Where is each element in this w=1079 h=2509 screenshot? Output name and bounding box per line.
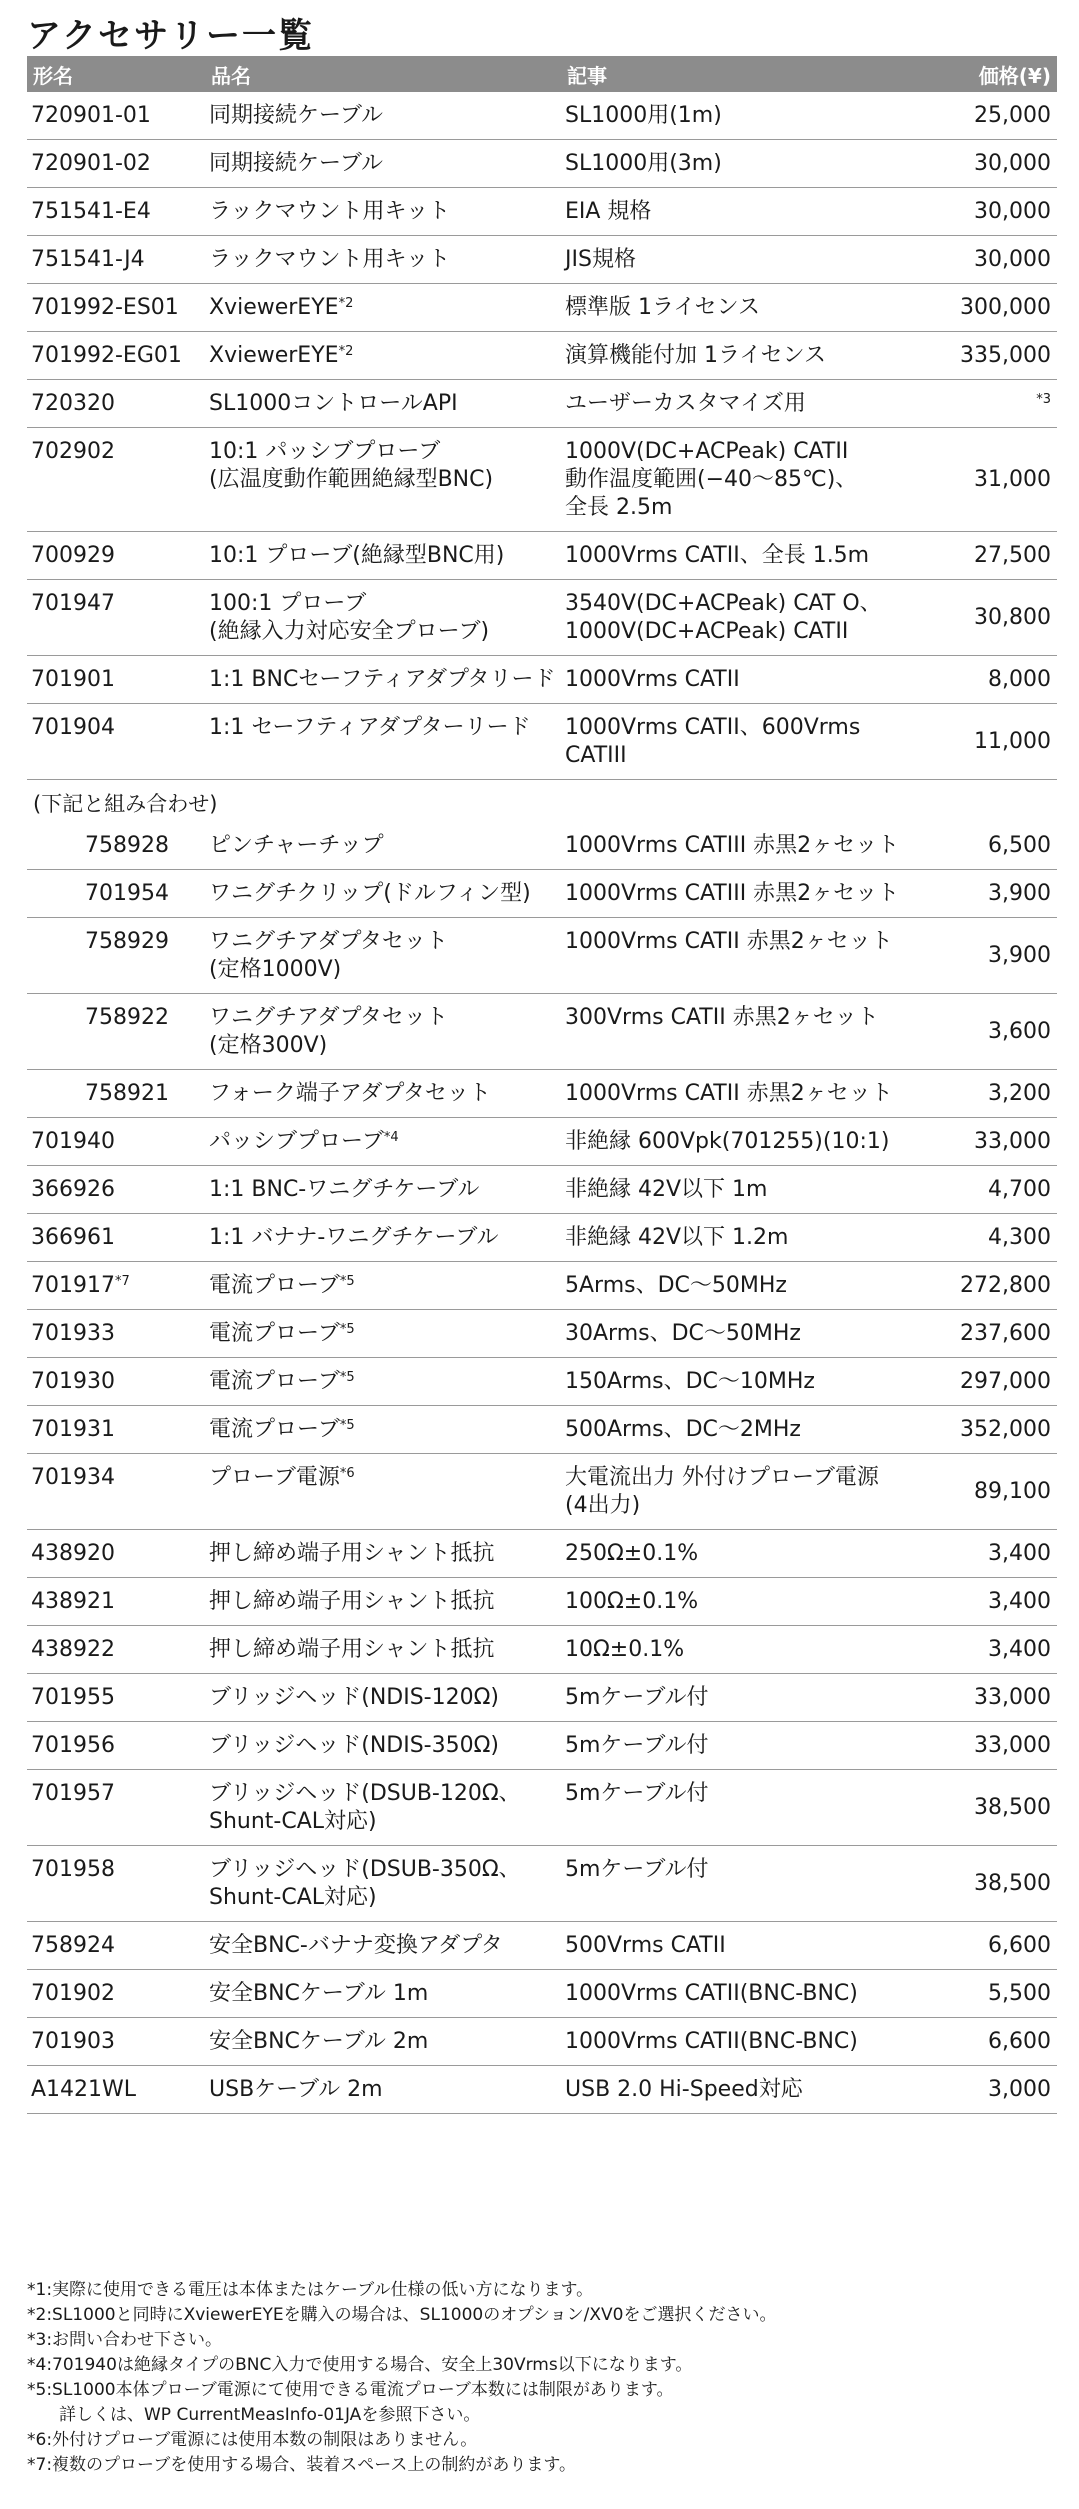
- product-cell: ブリッジヘッド(DSUB-120Ω、 Shunt-CAL対応): [205, 1770, 561, 1846]
- product-cell: 1:1 BNCセーフティアダプタリード: [205, 656, 561, 704]
- price-cell: 30,000: [947, 188, 1057, 236]
- page-title: アクセサリー一覧: [27, 16, 314, 56]
- description-cell: 1000Vrms CATIII 赤黒2ヶセット: [561, 870, 947, 918]
- description-cell: 30Arms、DC〜50MHz: [561, 1310, 947, 1358]
- product-cell: ワニグチアダプタセット (定格300V): [205, 994, 561, 1070]
- description-cell: 標準版 1ライセンス: [561, 284, 947, 332]
- price-cell: 30,000: [947, 236, 1057, 284]
- model-cell: 366961: [27, 1214, 205, 1262]
- price-cell: 30,800: [947, 580, 1057, 656]
- footnote: *3:お問い合わせ下さい。: [27, 2330, 223, 2350]
- table-row: [27, 1310, 1057, 1358]
- product-cell: 10:1 パッシブプローブ (広温度動作範囲絶縁型BNC): [205, 428, 561, 532]
- footnote-marker: *5: [339, 1274, 355, 1289]
- model-cell: 758928: [27, 822, 205, 870]
- price-cell: 33,000: [947, 1118, 1057, 1166]
- price-cell: 352,000: [947, 1406, 1057, 1454]
- price-cell: 25,000: [947, 92, 1057, 140]
- price-cell: 3,600: [947, 994, 1057, 1070]
- description-cell: 300Vrms CATII 赤黒2ヶセット: [561, 994, 947, 1070]
- product-cell: 押し締め端子用シャント抵抗: [205, 1626, 561, 1674]
- model-cell: 701934: [27, 1454, 205, 1530]
- group-label-row: [27, 780, 1057, 823]
- model-cell: 701917$^{*7}$: [27, 1262, 205, 1310]
- table-row: [27, 532, 1057, 580]
- footnote: 詳しくは、WP CurrentMeasInfo-01JAを参照下さい。: [59, 2405, 481, 2425]
- model-cell: 701958: [27, 1846, 205, 1922]
- footnote-marker: *5: [339, 1418, 355, 1433]
- description-cell: 3540V(DC+ACPeak) CAT O、 1000V(DC+ACPeak) CATII: [561, 580, 947, 656]
- table-row: [27, 284, 1057, 332]
- product-cell: 電流プローブ$^{*5}$: [205, 1358, 561, 1406]
- product-cell: フォーク端子アダプタセット: [205, 1070, 561, 1118]
- accessory-table: [27, 56, 1057, 2114]
- description-cell: 5mケーブル付: [561, 1846, 947, 1922]
- product-cell: 電流プローブ$^{*5}$: [205, 1262, 561, 1310]
- product-cell: XviewerEYE$^{*2}$: [205, 284, 561, 332]
- footnote: *5:SL1000本体プローブ電源にて使用できる電流プローブ本数には制限があります。: [27, 2380, 674, 2400]
- description-cell: EIA 規格: [561, 188, 947, 236]
- price-cell: 3,900: [947, 918, 1057, 994]
- price-cell: 4,300: [947, 1214, 1057, 1262]
- footnote-marker: *5: [339, 1370, 355, 1385]
- model-cell: 720320: [27, 380, 205, 428]
- product-cell: ラックマウント用キット: [205, 188, 561, 236]
- table-row: [27, 2066, 1057, 2114]
- sub-table-row: [27, 994, 1057, 1070]
- model-cell: 758929: [27, 918, 205, 994]
- header-price: 価格(¥): [947, 56, 1057, 92]
- footnote-marker: *4: [383, 1130, 399, 1145]
- model-cell: 701992-ES01: [27, 284, 205, 332]
- model-cell: 751541-E4: [27, 188, 205, 236]
- price-cell: 89,100: [947, 1454, 1057, 1530]
- product-cell: ブリッジヘッド(DSUB-350Ω、 Shunt-CAL対応): [205, 1846, 561, 1922]
- product-cell: ラックマウント用キット: [205, 236, 561, 284]
- model-cell: 720901-02: [27, 140, 205, 188]
- price-cell: 6,600: [947, 2018, 1057, 2066]
- model-cell: 720901-01: [27, 92, 205, 140]
- footnote: *2:SL1000と同時にXviewerEYEを購入の場合は、SL1000のオプション/XV0をご選択ください。: [27, 2305, 777, 2325]
- price-cell: 33,000: [947, 1674, 1057, 1722]
- product-cell: 1:1 セーフティアダプターリード: [205, 704, 561, 780]
- table-row: [27, 1626, 1057, 1674]
- table-row: [27, 1214, 1057, 1262]
- model-cell: 758922: [27, 994, 205, 1070]
- model-cell: 701955: [27, 1674, 205, 1722]
- product-cell: 安全BNCケーブル 1m: [205, 1970, 561, 2018]
- description-cell: 100Ω±0.1%: [561, 1578, 947, 1626]
- table-row: [27, 1970, 1057, 2018]
- description-cell: 10Ω±0.1%: [561, 1626, 947, 1674]
- price-cell: 33,000: [947, 1722, 1057, 1770]
- product-cell: USBケーブル 2m: [205, 2066, 561, 2114]
- description-cell: 1000Vrms CATII(BNC-BNC): [561, 2018, 947, 2066]
- product-cell: 電流プローブ$^{*5}$: [205, 1310, 561, 1358]
- description-cell: 非絶縁 600Vpk(701255)(10:1): [561, 1118, 947, 1166]
- model-cell: 701954: [27, 870, 205, 918]
- table-row: [27, 1262, 1057, 1310]
- price-cell: 6,600: [947, 1922, 1057, 1970]
- product-cell: 1:1 BNC-ワニグチケーブル: [205, 1166, 561, 1214]
- header-model: 形名: [27, 56, 205, 92]
- product-cell: 電流プローブ$^{*5}$: [205, 1406, 561, 1454]
- product-cell: 押し締め端子用シャント抵抗: [205, 1578, 561, 1626]
- price-cell: 3,000: [947, 2066, 1057, 2114]
- footnote: *6:外付けプローブ電源には使用本数の制限はありません。: [27, 2430, 478, 2450]
- table-row: [27, 428, 1057, 532]
- description-cell: JIS規格: [561, 236, 947, 284]
- table-header-row: [27, 56, 1057, 92]
- description-cell: USB 2.0 Hi-Speed対応: [561, 2066, 947, 2114]
- product-cell: 同期接続ケーブル: [205, 140, 561, 188]
- product-cell: ブリッジヘッド(NDIS-350Ω): [205, 1722, 561, 1770]
- table-row: [27, 1358, 1057, 1406]
- table-row: [27, 704, 1057, 780]
- description-cell: SL1000用(1m): [561, 92, 947, 140]
- price-cell: 3,400: [947, 1578, 1057, 1626]
- price-cell: 11,000: [947, 704, 1057, 780]
- table-row: [27, 1770, 1057, 1846]
- model-cell: 366926: [27, 1166, 205, 1214]
- model-cell: 438921: [27, 1578, 205, 1626]
- model-cell: 701933: [27, 1310, 205, 1358]
- sub-table-row: [27, 870, 1057, 918]
- product-cell: ブリッジヘッド(NDIS-120Ω): [205, 1674, 561, 1722]
- model-cell: 701930: [27, 1358, 205, 1406]
- model-cell: 701957: [27, 1770, 205, 1846]
- product-cell: 安全BNCケーブル 2m: [205, 2018, 561, 2066]
- model-cell: 701902: [27, 1970, 205, 2018]
- table-row: [27, 656, 1057, 704]
- description-cell: SL1000用(3m): [561, 140, 947, 188]
- description-cell: 1000Vrms CATII、全長 1.5m: [561, 532, 947, 580]
- product-cell: ワニグチアダプタセット (定格1000V): [205, 918, 561, 994]
- model-cell: 701903: [27, 2018, 205, 2066]
- product-cell: 安全BNC-バナナ変換アダプタ: [205, 1922, 561, 1970]
- table-row: [27, 380, 1057, 428]
- table-row: [27, 92, 1057, 140]
- model-cell: 438920: [27, 1530, 205, 1578]
- model-cell: 751541-J4: [27, 236, 205, 284]
- description-cell: 500Arms、DC〜2MHz: [561, 1406, 947, 1454]
- footnote-marker: *2: [338, 296, 354, 311]
- product-cell: 100:1 プローブ (絶縁入力対応安全プローブ): [205, 580, 561, 656]
- description-cell: 1000Vrms CATII 赤黒2ヶセット: [561, 1070, 947, 1118]
- description-cell: 1000Vrms CATII(BNC-BNC): [561, 1970, 947, 2018]
- description-cell: 150Arms、DC〜10MHz: [561, 1358, 947, 1406]
- price-cell: 3,900: [947, 870, 1057, 918]
- product-cell: ピンチャーチップ: [205, 822, 561, 870]
- footnote-marker: *5: [339, 1322, 355, 1337]
- price-cell: 31,000: [947, 428, 1057, 532]
- footnote-marker: *2: [338, 344, 354, 359]
- footnote-marker: *6: [339, 1466, 355, 1481]
- price-cell: 30,000: [947, 140, 1057, 188]
- product-cell: 押し締め端子用シャント抵抗: [205, 1530, 561, 1578]
- table-row: [27, 580, 1057, 656]
- table-row: [27, 2018, 1057, 2066]
- price-cell: 27,500: [947, 532, 1057, 580]
- model-cell: 701901: [27, 656, 205, 704]
- price-cell: 3,400: [947, 1626, 1057, 1674]
- table-row: [27, 1722, 1057, 1770]
- description-cell: 5mケーブル付: [561, 1770, 947, 1846]
- table-row: [27, 332, 1057, 380]
- model-cell: 701904: [27, 704, 205, 780]
- footnote-marker: *3: [1036, 392, 1051, 407]
- description-cell: 250Ω±0.1%: [561, 1530, 947, 1578]
- table-row: [27, 1166, 1057, 1214]
- price-cell: 38,500: [947, 1770, 1057, 1846]
- product-cell: 1:1 バナナ-ワニグチケーブル: [205, 1214, 561, 1262]
- model-cell: 700929: [27, 532, 205, 580]
- product-cell: XviewerEYE$^{*2}$: [205, 332, 561, 380]
- model-cell: 701992-EG01: [27, 332, 205, 380]
- header-product: 品名: [205, 56, 561, 92]
- description-cell: 大電流出力 外付けプローブ電源 (4出力): [561, 1454, 947, 1530]
- description-cell: 1000V(DC+ACPeak) CATII 動作温度範囲(−40〜85℃)、 全長 2.5m: [561, 428, 947, 532]
- model-cell: 701956: [27, 1722, 205, 1770]
- product-cell: 同期接続ケーブル: [205, 92, 561, 140]
- model-cell: 701940: [27, 1118, 205, 1166]
- table-row: [27, 1674, 1057, 1722]
- table-body: [27, 92, 1057, 2114]
- table-row: [27, 1406, 1057, 1454]
- price-cell: 3,400: [947, 1530, 1057, 1578]
- sub-table-row: [27, 1070, 1057, 1118]
- description-cell: 5mケーブル付: [561, 1722, 947, 1770]
- header-description: 記事: [561, 56, 947, 92]
- sub-table-row: [27, 918, 1057, 994]
- description-cell: 5Arms、DC〜50MHz: [561, 1262, 947, 1310]
- description-cell: 1000Vrms CATIII 赤黒2ヶセット: [561, 822, 947, 870]
- table-row: [27, 188, 1057, 236]
- group-label: (下記と組み合わせ): [33, 792, 218, 816]
- model-cell: 438922: [27, 1626, 205, 1674]
- product-cell: 10:1 プローブ(絶縁型BNC用): [205, 532, 561, 580]
- table-row: [27, 1530, 1057, 1578]
- model-cell: A1421WL: [27, 2066, 205, 2114]
- footnote: *7:複数のプローブを使用する場合、装着スペース上の制約があります。: [27, 2455, 576, 2475]
- price-cell: 237,600: [947, 1310, 1057, 1358]
- model-cell: 758921: [27, 1070, 205, 1118]
- description-cell: 演算機能付加 1ライセンス: [561, 332, 947, 380]
- model-cell: 702902: [27, 428, 205, 532]
- table-row: [27, 1578, 1057, 1626]
- model-cell: 758924: [27, 1922, 205, 1970]
- product-cell: SL1000コントロールAPI: [205, 380, 561, 428]
- price-cell: [947, 380, 1057, 428]
- footnote-marker: *7: [114, 1274, 130, 1289]
- table-row: [27, 1922, 1057, 1970]
- description-cell: 非絶縁 42V以下 1m: [561, 1166, 947, 1214]
- description-cell: 5mケーブル付: [561, 1674, 947, 1722]
- footnotes: [27, 2278, 1057, 2478]
- price-cell: 5,500: [947, 1970, 1057, 2018]
- model-cell: 701947: [27, 580, 205, 656]
- description-cell: 非絶縁 42V以下 1.2m: [561, 1214, 947, 1262]
- description-cell: 1000Vrms CATII、600Vrms CATIII: [561, 704, 947, 780]
- description-cell: 500Vrms CATII: [561, 1922, 947, 1970]
- price-cell: 300,000: [947, 284, 1057, 332]
- table-row: [27, 1846, 1057, 1922]
- price-cell: 4,700: [947, 1166, 1057, 1214]
- price-cell: 8,000: [947, 656, 1057, 704]
- description-cell: 1000Vrms CATII 赤黒2ヶセット: [561, 918, 947, 994]
- price-cell: 6,500: [947, 822, 1057, 870]
- product-cell: ワニグチクリップ(ドルフィン型): [205, 870, 561, 918]
- table-row: [27, 236, 1057, 284]
- description-cell: 1000Vrms CATII: [561, 656, 947, 704]
- price-cell: 38,500: [947, 1846, 1057, 1922]
- price-cell: 3,200: [947, 1070, 1057, 1118]
- footnote: *4:701940は絶縁タイプのBNC入力で使用する場合、安全上30Vrms以下になります。: [27, 2355, 693, 2375]
- price-cell: 335,000: [947, 332, 1057, 380]
- description-cell: ユーザーカスタマイズ用: [561, 380, 947, 428]
- sub-table-row: [27, 822, 1057, 870]
- price-cell: 297,000: [947, 1358, 1057, 1406]
- table-row: [27, 140, 1057, 188]
- table-row: [27, 1454, 1057, 1530]
- product-cell: プローブ電源$^{*6}$: [205, 1454, 561, 1530]
- product-cell: パッシブプローブ$^{*4}$: [205, 1118, 561, 1166]
- model-cell: 701931: [27, 1406, 205, 1454]
- price-cell: 272,800: [947, 1262, 1057, 1310]
- table-row: [27, 1118, 1057, 1166]
- footnote: *1:実際に使用できる電圧は本体またはケーブル仕様の低い方になります。: [27, 2280, 594, 2300]
